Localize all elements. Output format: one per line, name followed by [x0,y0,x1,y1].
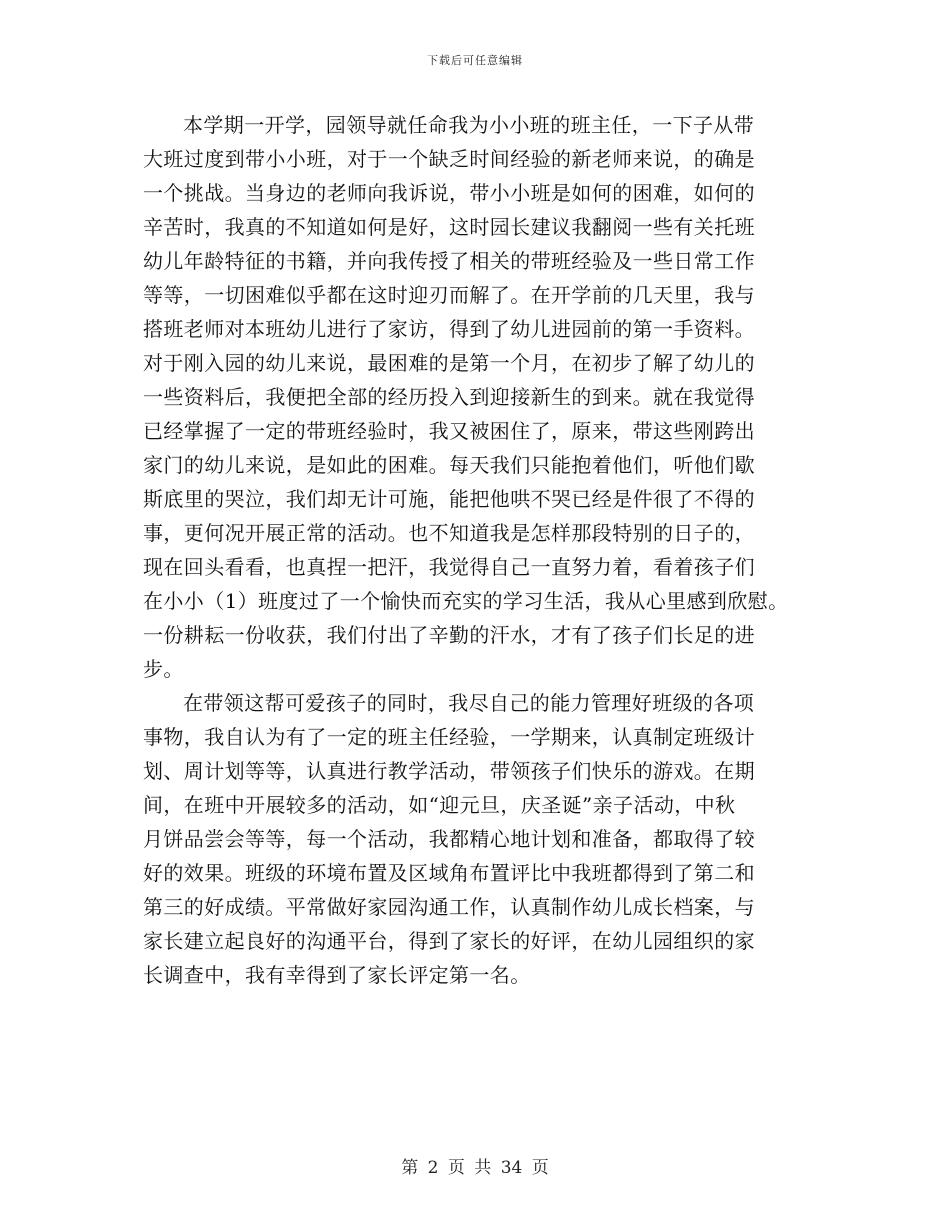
paragraph-line: 斯底里的哭泣，我们却无计可施，能把他哄不哭已经是件很了不得的 [143,487,755,511]
paragraph-line: 在带领这帮可爱孩子的同时，我尽自己的能力管理好班级的各项 [183,691,755,715]
paragraph-line: 等等，一切困难似乎都在这时迎刃而解了。在开学前的几天里，我与 [143,283,755,307]
paragraph-line: 对于刚入园的幼儿来说，最困难的是第一个月，在初步了解了幼儿的 [143,351,755,375]
paragraph-line: 事，更何况开展正常的活动。也不知道我是怎样那段特别的日子的， [143,521,755,545]
paragraph-line: 现在回头看看，也真捏一把汗，我觉得自己一直努力着，看着孩子们 [143,555,755,579]
paragraph-2 [143,686,833,992]
paragraph-line: 在小小（1）班度过了一个愉快而充实的学习生活，我从心里感到欣慰。 [143,589,789,613]
paragraph-line: 事物，我自认为有了一定的班主任经验，一学期来，认真制定班级计 [143,725,755,749]
paragraph-line: 搭班老师对本班幼儿进行了家访，得到了幼儿进园前的第一手资料。 [143,317,755,341]
paragraph-line: 辛苦时，我真的不知道如何是好，这时园长建议我翻阅一些有关托班 [143,215,755,239]
paragraph-line: 长调查中，我有幸得到了家长评定第一名。 [143,963,531,987]
page-header: 下载后可任意编辑 [427,54,523,67]
paragraph-line: 家长建立起良好的沟通平台，得到了家长的好评，在幼儿园组织的家 [143,929,755,953]
paragraph-line: 划、周计划等等，认真进行教学活动，带领孩子们快乐的游戏。在期 [143,759,755,783]
page-number: 第 2 页 共 34 页 [401,1158,549,1178]
paragraph-1 [143,108,833,686]
paragraph-line: 本学期一开学，园领导就任命我为小小班的班主任，一下子从带 [183,113,755,137]
document-body [143,108,833,992]
paragraph-line: 间，在班中开展较多的活动，如“迎元旦，庆圣诞”亲子活动，中秋 [143,793,736,817]
paragraph-line: 一个挑战。当身边的老师向我诉说，带小小班是如何的困难，如何的 [143,181,755,205]
paragraph-line: 大班过度到带小小班，对于一个缺乏时间经验的新老师来说，的确是 [143,147,755,171]
paragraph-line: 第三的好成绩。平常做好家园沟通工作，认真制作幼儿成长档案，与 [143,895,755,919]
paragraph-line: 月饼品尝会等等，每一个活动，我都精心地计划和准备，都取得了较 [143,827,755,851]
paragraph-line: 已经掌握了一定的带班经验时，我又被困住了，原来，带这些刚跨出 [143,419,755,443]
paragraph-line: 步。 [143,657,184,681]
paragraph-line: 幼儿年龄特征的书籍，并向我传授了相关的带班经验及一些日常工作 [143,249,755,273]
paragraph-line: 一些资料后，我便把全部的经历投入到迎接新生的到来。就在我觉得 [143,385,755,409]
paragraph-line: 家门的幼儿来说，是如此的困难。每天我们只能抱着他们，听他们歇 [143,453,755,477]
paragraph-line: 一份耕耘一份收获，我们付出了辛勤的汗水，才有了孩子们长足的进 [143,623,755,647]
paragraph-line: 好的效果。班级的环境布置及区域角布置评比中我班都得到了第二和 [143,861,755,885]
